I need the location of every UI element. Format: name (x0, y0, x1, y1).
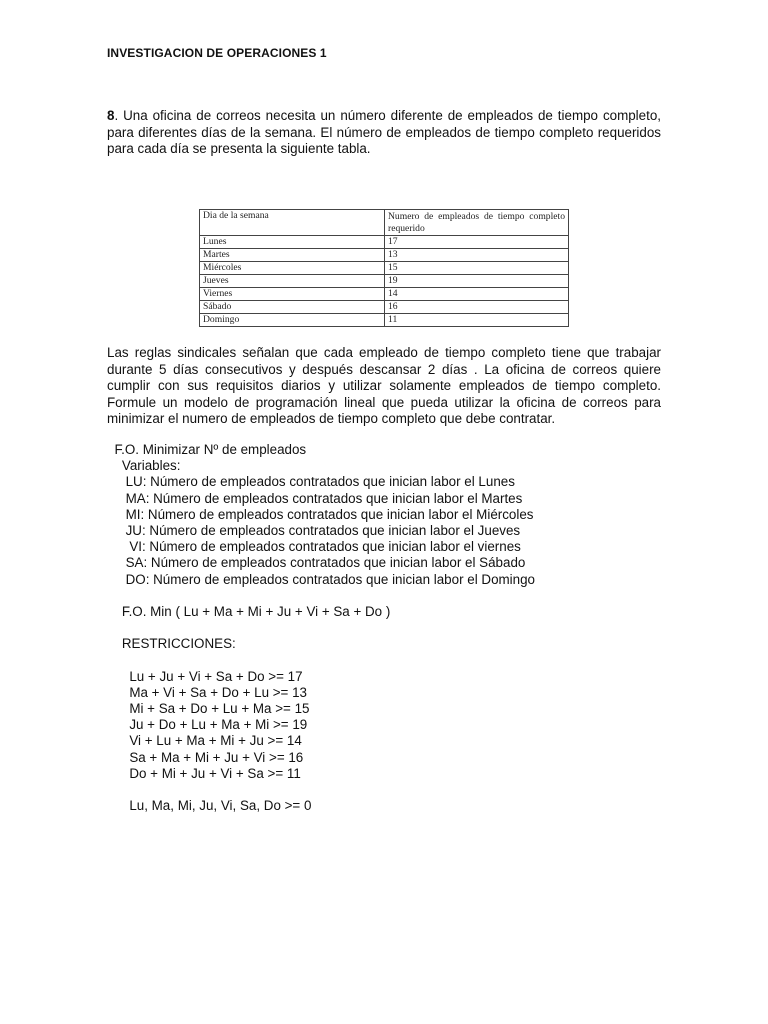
model-line (107, 652, 535, 668)
model-line: Vi + Lu + Ma + Mi + Ju >= 14 (107, 733, 302, 749)
model-line: Variables: (107, 458, 181, 474)
day-cell: Lunes (200, 236, 385, 249)
count-cell: 11 (385, 314, 569, 327)
day-cell: Sábado (200, 301, 385, 314)
table-body (200, 236, 569, 327)
count-cell: 13 (385, 249, 569, 262)
day-cell: Martes (200, 249, 385, 262)
problem-intro-text: . Una oficina de correos necesita un número diferente de empleados de tiempo completo, para diferentes días de la semana. El número de empleados de tiempo completo requeridos para cada día se presenta la siguiente tabla. (107, 108, 661, 156)
table-row (200, 314, 569, 327)
problem-statement (107, 108, 661, 158)
problem-number: 8 (107, 108, 115, 123)
model-line: Lu, Ma, Mi, Ju, Vi, Sa, Do >= 0 (107, 798, 312, 814)
model-line: MA: Número de empleados contratados que inician labor el Martes (107, 490, 523, 506)
model-line: Ju + Do + Lu + Ma + Mi >= 19 (107, 717, 308, 733)
requirements-table (199, 209, 569, 327)
day-cell: Viernes (200, 288, 385, 301)
model-line (107, 782, 535, 798)
table-row (200, 275, 569, 288)
model-line: LU: Número de empleados contratados que inician labor el Lunes (107, 474, 515, 490)
day-cell: Jueves (200, 275, 385, 288)
model-line: DO: Número de empleados contratados que inician labor el Domingo (107, 571, 535, 587)
model-line: SA: Número de empleados contratados que inician labor el Sábado (107, 555, 526, 571)
model-line (107, 588, 535, 604)
model-line (107, 620, 535, 636)
count-cell: 19 (385, 275, 569, 288)
model-line: VI: Número de empleados contratados que inician labor el viernes (107, 539, 521, 555)
count-cell: 16 (385, 301, 569, 314)
rules-paragraph: Las reglas sindicales señalan que cada empleado de tiempo completo tiene que trabajar durante 5 días consecutivos y después descansar 2 días . La oficina de correos quiere cumplir con sus requisitos diarios y utilizar solamente empleados de tiempo completo. Formule un modelo de programación lineal que pueda utilizar la oficina de correos para minimizar el numero de empleados de tiempo completo que debe contratar. (107, 345, 661, 426)
count-cell: 15 (385, 262, 569, 275)
model-line: F.O. Min ( Lu + Ma + Mi + Ju + Vi + Sa + Do ) (107, 603, 391, 619)
table-row (200, 301, 569, 314)
table-row (200, 249, 569, 262)
table-header-row (200, 210, 569, 236)
model-line: JU: Número de empleados contratados que inician labor el Jueves (107, 522, 521, 538)
table-row (200, 288, 569, 301)
day-cell: Miércoles (200, 262, 385, 275)
model-line: Sa + Ma + Mi + Ju + Vi >= 16 (107, 749, 304, 765)
table-row (200, 236, 569, 249)
header-count: Numero de empleados de tiempo completo requerido (385, 210, 569, 236)
table-row (200, 262, 569, 275)
model-line: F.O. Minimizar Nº de empleados (107, 442, 307, 457)
model-line: Ma + Vi + Sa + Do + Lu >= 13 (107, 684, 307, 700)
day-cell: Domingo (200, 314, 385, 327)
document-title: INVESTIGACION DE OPERACIONES 1 (107, 46, 327, 60)
count-cell: 17 (385, 236, 569, 249)
header-day: Dia de la semana (200, 210, 385, 236)
count-cell: 14 (385, 288, 569, 301)
model-line: MI: Número de empleados contratados que inician labor el Miércoles (107, 506, 534, 522)
model-line: Do + Mi + Ju + Vi + Sa >= 11 (107, 765, 301, 781)
model-line: Mi + Sa + Do + Lu + Ma >= 15 (107, 701, 310, 716)
model-line: Lu + Ju + Vi + Sa + Do >= 17 (107, 668, 303, 684)
lp-model (107, 442, 535, 814)
model-line: RESTRICCIONES: (107, 636, 236, 652)
